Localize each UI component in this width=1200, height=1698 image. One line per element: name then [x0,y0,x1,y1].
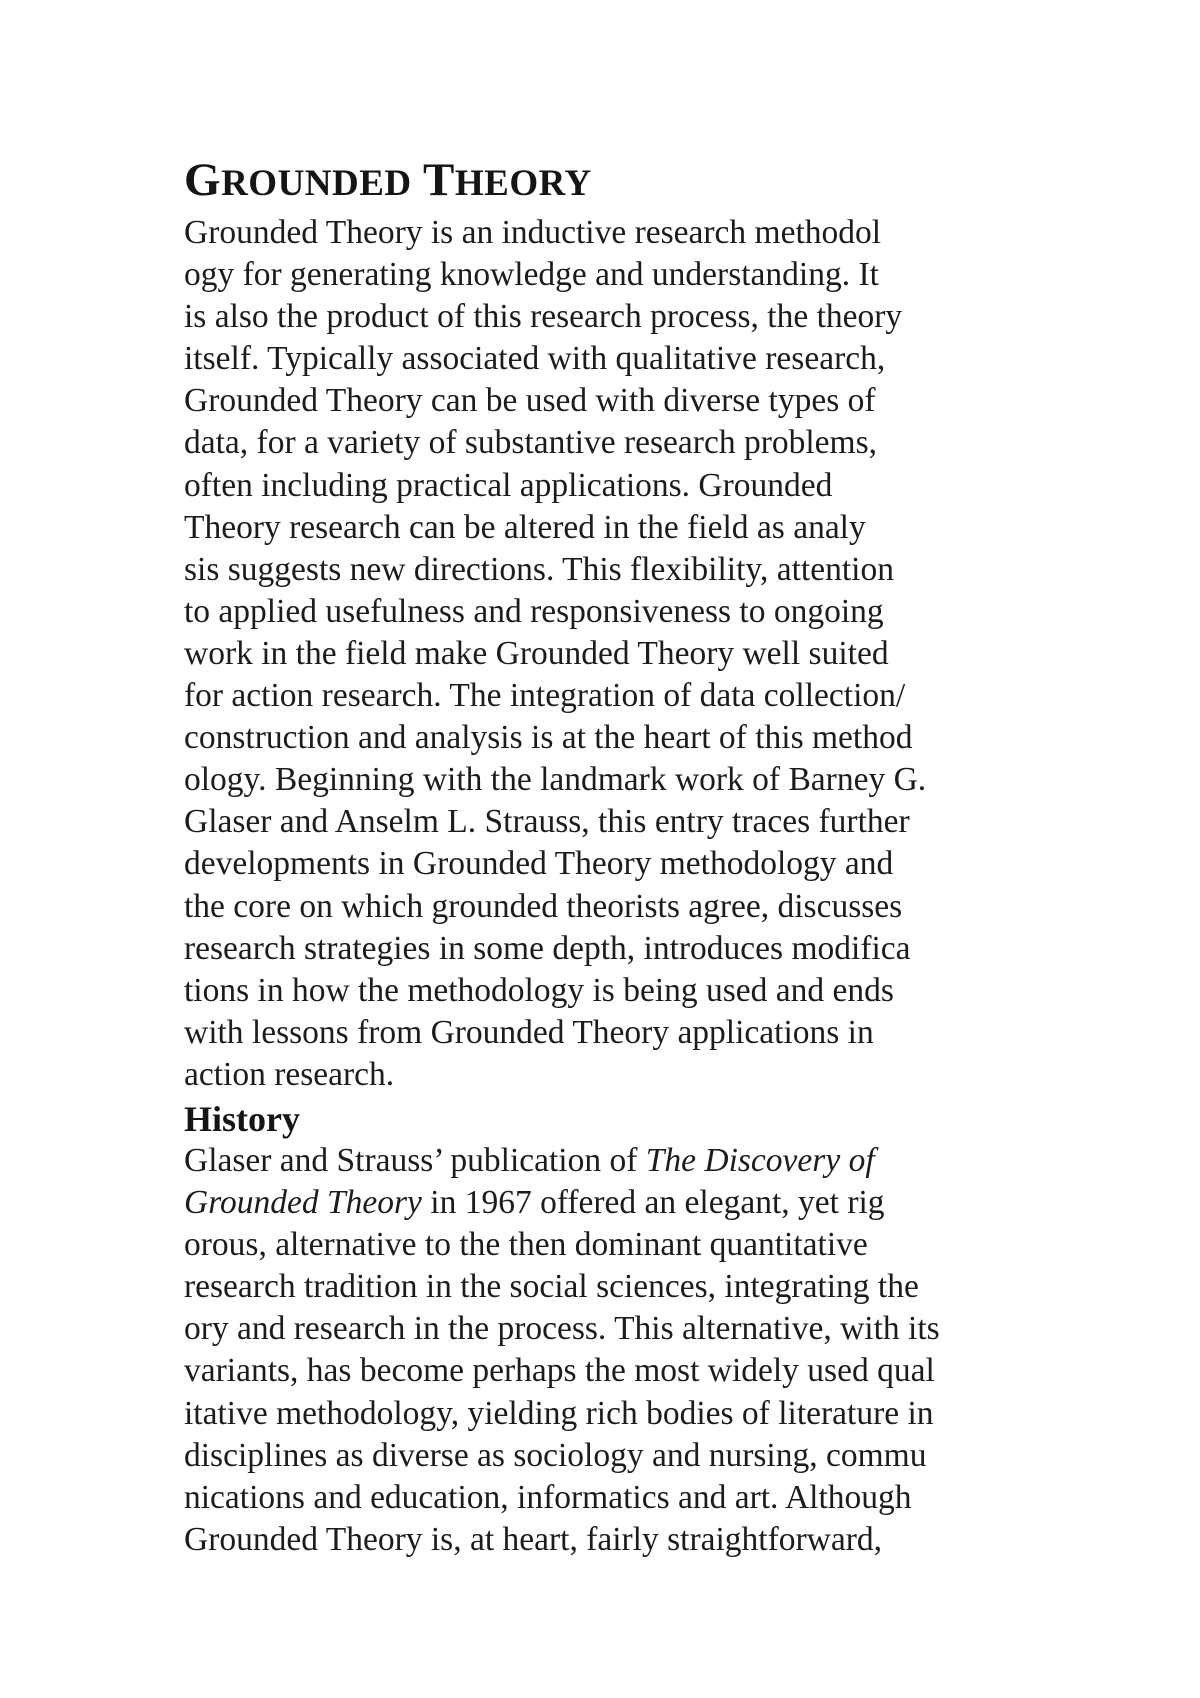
book-title-part1: The Discovery of [645,1141,875,1179]
book-title-part2: Grounded Theory [184,1184,422,1222]
text-line: itself. Typically associated with qualitative research, [184,340,886,378]
text-line: Grounded Theory is, at heart, fairly straightforward, [184,1520,883,1558]
text-line: Grounded Theory can be used with diverse types of [184,382,876,420]
text-line: sis suggests new directions. This flexibility, attention [184,550,894,588]
text-line: is also the product of this research process, the theory [184,298,903,336]
title-initial-2: T [423,154,455,206]
title-rest-2: HEORY [454,163,592,204]
text-line: for action research. The integration of data collection/ [184,677,906,715]
text-line: construction and analysis is at the heart of this method [184,719,913,757]
text-line: tions in how the methodology is being used and ends [184,971,894,1009]
text-line: to applied usefulness and responsiveness to ongoing [184,592,884,630]
intro-paragraph [184,212,1064,1096]
title-rest-1: ROUNDED [221,163,412,204]
text-line: ory and research in the process. This alternative, with its [184,1310,940,1348]
text-line: nications and education, informatics and art. Although [184,1478,912,1516]
page-title [184,152,1064,212]
text-line: action research. [184,1055,395,1093]
text-line: with lessons from Grounded Theory applications in [184,1013,874,1051]
text-line: disciplines as diverse as sociology and nursing, commu [184,1436,927,1474]
text-line [184,1140,1064,1182]
text-line: Grounded Theory is an inductive research methodol [184,214,882,251]
text-line: the core on which grounded theorists agree, discusses [184,887,903,925]
title-initial-1: G [184,154,222,206]
text-line: orous, alternative to the then dominant quantitative [184,1226,868,1264]
history-line1-text: Glaser and Strauss’ publication of [184,1141,646,1179]
text-line: variants, has become perhaps the most widely used qual [184,1352,935,1390]
history-paragraph [184,1140,1064,1561]
text-line: research tradition in the social sciences, integrating the [184,1268,919,1306]
history-line2-text: in 1967 offered an elegant, yet rig [421,1184,885,1222]
text-line: research strategies in some depth, introduces modifica [184,929,911,967]
text-line [184,1182,1064,1224]
text-line: Theory research can be altered in the field as analy [184,508,866,546]
text-line: ology. Beginning with the landmark work of Barney G. [184,761,927,799]
text-line: data, for a variety of substantive research problems, [184,424,877,462]
text-line: work in the field make Grounded Theory well suited [184,634,889,672]
section-heading-history: History [184,1098,300,1139]
text-line: developments in Grounded Theory methodology and [184,845,894,883]
text-line: Glaser and Anselm L. Strauss, this entry traces further [184,803,910,841]
text-column [184,152,1064,1561]
text-line: itative methodology, yielding rich bodies of literature in [184,1394,934,1432]
text-line: often including practical applications. Grounded [184,466,833,504]
text-line: ogy for generating knowledge and understanding. It [184,256,879,294]
